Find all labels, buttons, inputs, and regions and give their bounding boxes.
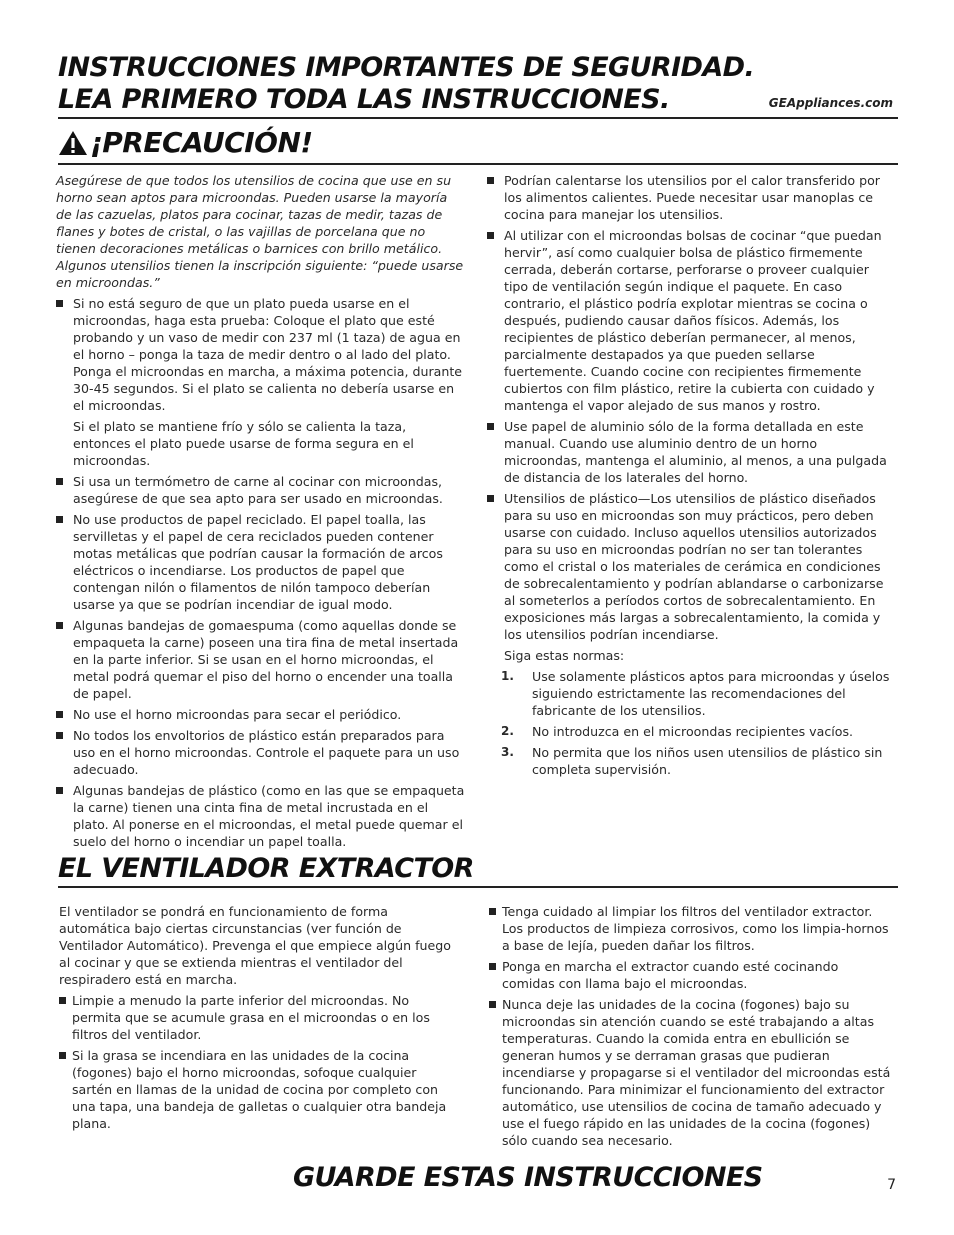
- list-item-text: Algunas bandejas de gomaespuma (como aquellas donde se empaqueta la carne) poseen una tira fina de metal insertada en la parte inferior. Si se usan en el horno microondas, el metal podrá quemar el piso del horno o encender una toalla de papel.: [73, 618, 459, 701]
- save-instructions-heading: GUARDE ESTAS INSTRUCCIONES: [293, 1162, 763, 1193]
- bullet-icon: [489, 1001, 496, 1008]
- list-item-text: Nunca deje las unidades de la cocina (fogones) bajo su microondas sin atención cuando se esté trabajando a altas temperaturas. Cuando la comida entra en ebullición se generan humos y se derraman grasas que pudieran incendiarse y propagarse si el ventilador del microondas está funcionando. Para minimizar el funcionamiento del extractor automático, use utensilios de cocina de tamaño adecuado y use el fuego rápido en las unidades de la cocina (fogones) sólo cuando sea necesario.: [502, 997, 891, 1148]
- bullet-icon: [59, 1052, 66, 1059]
- fan-left-column: [59, 903, 459, 1136]
- list-item-text: Podrían calentarse los utensilios por el calor transferido por los alimentos calientes. Puede necesitar usar manoplas ce cocina para manejar los utensilios.: [504, 173, 880, 222]
- list-item: [489, 958, 894, 992]
- list-item-text: No use productos de papel reciclado. El papel toalla, las servilletas y el papel de cera reciclados pueden contener motas metálicas que podrían causar la formación de arcos eléctricos o incendiarse. Los productos de papel que contengan nilón o filamentos de nilón tampoco deberían usarse ya que se podrían incendiar de igual modo.: [73, 512, 443, 612]
- bullet-icon: [59, 997, 66, 1004]
- bullet-icon: [487, 232, 494, 239]
- fan-section-title: EL VENTILADOR EXTRACTOR: [58, 853, 474, 884]
- bullet-icon: [489, 908, 496, 915]
- item-number: 1.: [501, 669, 514, 683]
- page-title: [58, 52, 754, 116]
- list-item: [56, 706, 466, 723]
- page-number: 7: [887, 1177, 896, 1193]
- caution-rule: [58, 163, 898, 165]
- list-item: [487, 172, 897, 223]
- bullet-icon: [487, 495, 494, 502]
- list-item-text: Al utilizar con el microondas bolsas de cocinar “que puedan hervir”, así como cualquier bolsa de plástico firmemente cerrada, deberán cortarse, perforarse o proveer cualquier tipo de ventilación según indique el paquete. En caso contrario, el plástico podría explotar mientras se cocina o después, pudiendo causar daños físicos. Además, los recipientes de plástico deberían permanecer, al menos, parcialmente destapados ya que pueden sellarse fuertemente. Cuando cocine con recipientes firmemente cubiertos con film plástico, retire la cubierta con cuidado y mantenga el vapor alejado de sus manos y rostro.: [504, 228, 882, 413]
- bullet-icon: [56, 711, 63, 718]
- bullet-icon: [56, 622, 63, 629]
- item-text: No introduzca en el microondas recipientes vacíos.: [532, 724, 854, 739]
- list-item: [59, 1047, 459, 1132]
- rules-intro: Siga estas normas:: [504, 648, 625, 663]
- fan-right-column: [489, 903, 894, 1153]
- list-item: [489, 996, 894, 1149]
- warning-icon: [58, 130, 88, 156]
- list-item-text: Limpie a menudo la parte inferior del microondas. No permita que se acumule grasa en el microondas o en los filtros del ventilador.: [72, 993, 430, 1042]
- list-item: [489, 903, 894, 954]
- fan-rule: [58, 886, 898, 888]
- list-item: [56, 782, 466, 850]
- list-item: [56, 617, 466, 702]
- item-number: 3.: [501, 745, 514, 759]
- list-item: [487, 227, 897, 414]
- bullet-icon: [56, 732, 63, 739]
- list-item: [56, 295, 466, 414]
- bullet-icon: [56, 787, 63, 794]
- list-item: [59, 992, 459, 1043]
- list-item: [56, 473, 466, 507]
- caution-left-column: [56, 172, 466, 854]
- list-item-text: Utensilios de plástico—Los utensilios de plástico diseñados para su uso en microondas son muy prácticos, pero deben usarse con cuidado. Incluso aquellos utensilios autorizados para su uso en microondas podrían no ser tan tolerantes como el cristal o los materiales de cerámica en condiciones de sobrecalentamiento y podrían ablandarse o carbonizarse al someterlos a períodos cortos de sobrecalentamiento. En exposiciones más largas a sobrecalentamiento, la comida y los utensilios podrían incendiarse.: [504, 491, 884, 642]
- page-title-line2: LEA PRIMERO TODA LAS INSTRUCCIONES.: [58, 84, 670, 115]
- numbered-item: [501, 723, 897, 740]
- fan-intro: El ventilador se pondrá en funcionamiento de forma automática bajo ciertas circunstancias (ver función de Ventilador Automático). Prevenga el que empiece algún fuego al cocinar y que se extienda mientras el ventilador del respiradero está en marcha.: [59, 904, 451, 987]
- caution-heading: [58, 126, 313, 159]
- bullet-icon: [56, 516, 63, 523]
- list-item-text: Ponga en marcha el extractor cuando esté cocinando comidas con llama bajo el microondas.: [502, 959, 839, 991]
- bullet-icon: [489, 963, 496, 970]
- numbered-item: [501, 744, 897, 778]
- list-item-text: Algunas bandejas de plástico (como en las que se empaqueta la carne) tienen una cinta fina de metal incrustada en el plato. Al ponerse en el microondas, el metal puede quemar el suelo del horno o incendiar un papel toalla.: [73, 783, 465, 849]
- rules-list: [487, 668, 897, 778]
- list-item: [487, 418, 897, 486]
- caution-title: ¡PRECAUCIÓN!: [90, 126, 313, 159]
- list-item-text: No use el horno microondas para secar el periódico.: [73, 707, 402, 722]
- list-item: [56, 511, 466, 613]
- list-item-text: No todos los envoltorios de plástico están preparados para uso en el horno microondas. Controle el paquete para un uso adecuado.: [73, 728, 460, 777]
- list-item-text: Si no está seguro de que un plato pueda usarse en el microondas, haga esta prueba: Coloque el plato que esté probando y un vaso de medir con 237 ml (1 taza) de agua en el horno – ponga la taza de medir dentro o al lado del plato. Ponga el microondas en marcha, a máxima potencia, durante 30-45 segundos. Si el plato se calienta no debería usarse en el microondas.: [73, 296, 463, 413]
- bullet-icon: [56, 300, 63, 307]
- list-item-text: Tenga cuidado al limpiar los filtros del ventilador extractor. Los productos de limpieza corrosivos, como los limpia-hornos a base de lejía, pueden dañar los filtros.: [502, 904, 889, 953]
- list-item-continuation: Si el plato se mantiene frío y sólo se calienta la taza, entonces el plato puede usarse de forma segura en el microondas.: [73, 419, 414, 468]
- page-title-line1: INSTRUCCIONES IMPORTANTES DE SEGURIDAD.: [58, 52, 755, 83]
- bullet-icon: [487, 177, 494, 184]
- caution-intro: Asegúrese de que todos los utensilios de cocina que use en su horno sean aptos para microondas. Pueden usarse la mayoría de las cazuelas, platos para cocinar, tazas de medir, tazas de flanes y botes de cristal, o las vajillas de porcelana que no tienen decoraciones metálicas o barnices con brillo metálico. Algunos utensilios tienen la inscripción siguiente: “puede usarse en microondas.”: [56, 173, 464, 290]
- bullet-icon: [56, 478, 63, 485]
- item-text: Use solamente plásticos aptos para microondas y úselos siguiendo estrictamente las recomendaciones del fabricante de los utensilios.: [532, 669, 890, 718]
- bullet-icon: [487, 423, 494, 430]
- list-item: [56, 727, 466, 778]
- item-text: No permita que los niños usen utensilios de plástico sin completa supervisión.: [532, 745, 883, 777]
- list-item-text: Si usa un termómetro de carne al cocinar con microondas, asegúrese de que sea apto para ser usado en microondas.: [73, 474, 443, 506]
- item-number: 2.: [501, 724, 514, 738]
- website-link[interactable]: GEAppliances.com: [768, 96, 893, 110]
- list-item: [487, 490, 897, 643]
- caution-right-column: [487, 172, 897, 782]
- header-rule: [58, 117, 898, 119]
- list-item-text: Use papel de aluminio sólo de la forma detallada en este manual. Cuando use aluminio dentro de un horno microondas, mantenga el aluminio, al menos, a una pulgada de distancia de los laterales del horno.: [504, 419, 887, 485]
- list-item-text: Si la grasa se incendiara en las unidades de la cocina (fogones) bajo el horno microondas, sofoque cualquier sartén en llamas de la unidad de cocina por completo con una tapa, una bandeja de galletas o cualquier otra bandeja plana.: [72, 1048, 447, 1131]
- numbered-item: [501, 668, 897, 719]
